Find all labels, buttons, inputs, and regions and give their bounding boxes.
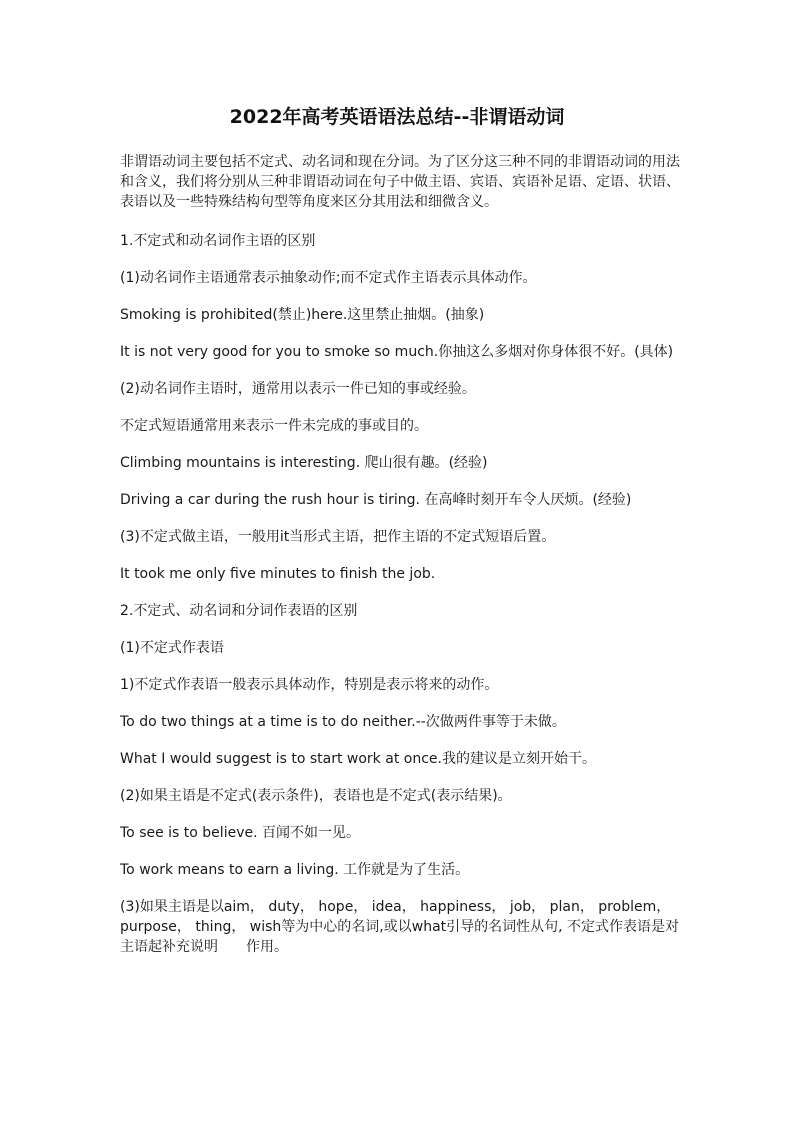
intro-paragraph: 非谓语动词主要包括不定式、动名词和现在分词。为了区分这三种不同的非谓语动词的用法和含义，我们将分别从三种非谓语动词在句子中做主语、宾语、宾语补足语、定语、状语、表语以及一些特殊结构句型等角度来区分其用法和细微含义。 <box>120 154 680 210</box>
paragraph: (2)动名词作主语时，通常用以表示一件已知的事或经验。 <box>120 381 476 397</box>
example-sentence: Driving a car during the rush hour is tiring. 在高峰时刻开车令人厌烦。(经验) <box>120 492 632 508</box>
section-heading-2: 2.不定式、动名词和分词作表语的区别 <box>120 603 358 619</box>
paragraph: (1)动名词作主语通常表示抽象动作;而不定式作主语表示具体动作。 <box>120 270 537 286</box>
example-sentence: It took me only five minutes to finish the job. <box>120 566 436 582</box>
document-body <box>120 152 680 974</box>
example-sentence: What I would suggest is to start work at once.我的建议是立刻开始干。 <box>120 751 596 767</box>
example-sentence: To do two things at a time is to do neither.--次做两件事等于未做。 <box>120 714 566 730</box>
document-title: 2022年高考英语语法总结--非谓语动词 <box>229 106 565 128</box>
example-sentence: It is not very good for you to smoke so much.你抽这么多烟对你身体很不好。(具体) <box>120 344 674 360</box>
example-sentence: To work means to earn a living. 工作就是为了生活。 <box>120 862 470 878</box>
paragraph: (2)如果主语是不定式(表示条件)，表语也是不定式(表示结果)。 <box>120 788 512 804</box>
paragraph: (3)不定式做主语，一般用it当形式主语，把作主语的不定式短语后置。 <box>120 529 556 545</box>
paragraph: (3)如果主语是以aim， duty， hope， idea， happiness， job， plan， problem， purpose， thing， wish等为中心的名词,或以what引导的名词性从句, 不定式作表语是对主语起补充说明 作用。 <box>120 899 680 955</box>
section-heading-1: 1.不定式和动名词作主语的区别 <box>120 233 316 249</box>
paragraph: 不定式短语通常用来表示一件未完成的事或目的。 <box>120 418 428 434</box>
example-sentence: Smoking is prohibited(禁止)here.这里禁止抽烟。(抽象) <box>120 307 485 323</box>
paragraph: 1)不定式作表语一般表示具体动作，特别是表示将来的动作。 <box>120 677 499 693</box>
example-sentence: Climbing mountains is interesting. 爬山很有趣。(经验) <box>120 455 488 471</box>
example-sentence: To see is to believe. 百闻不如一见。 <box>120 825 360 841</box>
subsection-heading: (1)不定式作表语 <box>120 640 224 656</box>
